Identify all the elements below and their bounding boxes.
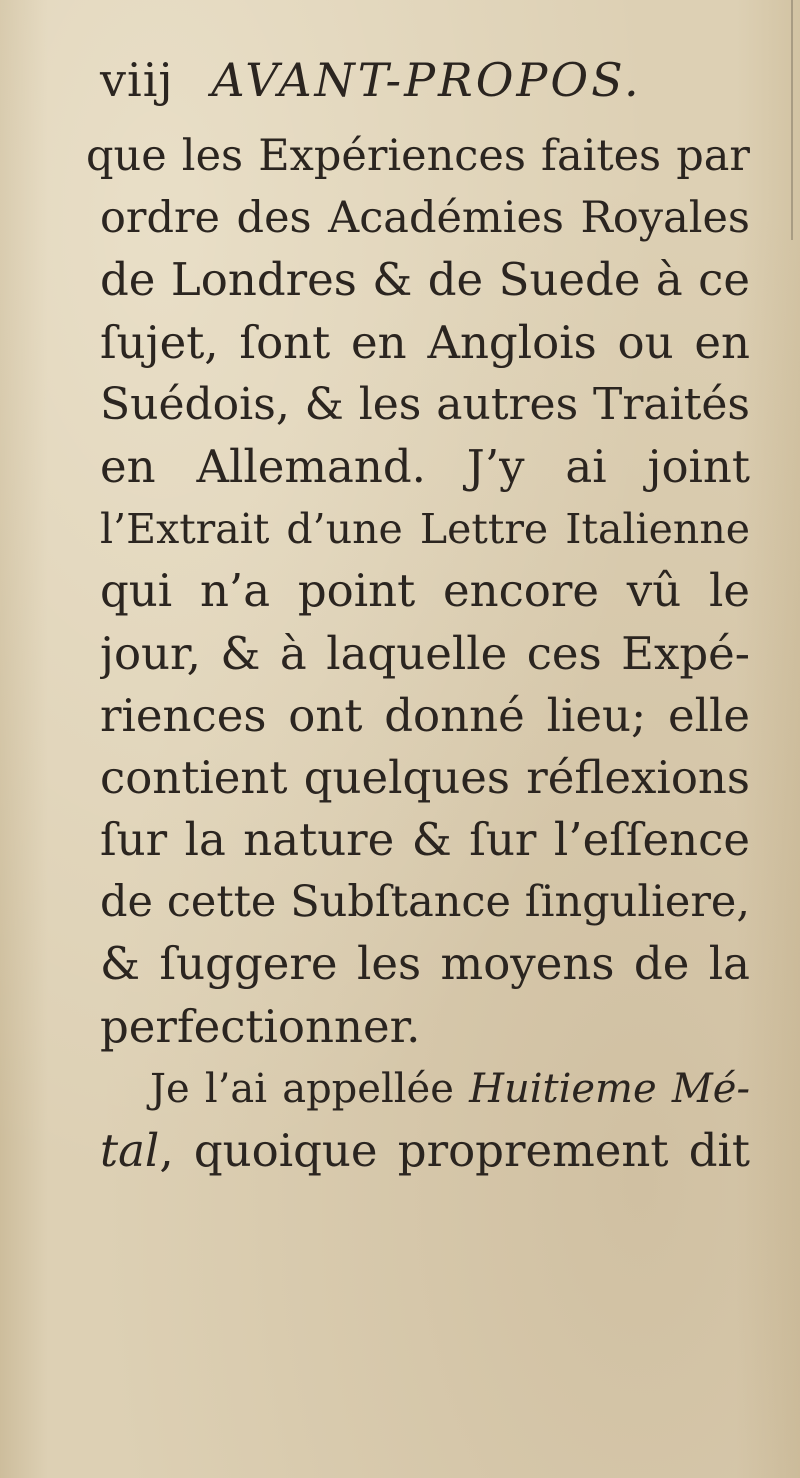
text-line: que les Expériences faites par (86, 131, 750, 181)
text-line: ſujet, ſont en Anglois ou en (100, 315, 750, 369)
paragraph-2-line-2 (100, 1120, 750, 1182)
text-line: ordre des Académies Royales (100, 193, 750, 244)
page-edge-rule (791, 0, 793, 240)
text-line: de cette Subſtance ſinguliere, (100, 877, 750, 928)
text-line: ſur la nature & ſur l’eſſence (100, 813, 750, 867)
text-line: Suédois, & les autres Traités (100, 378, 750, 430)
text-run: , quoique proprement dit (159, 1124, 750, 1177)
text-line: en Allemand. J’y ai joint (100, 439, 750, 493)
text-line: de Londres & de Suede à ce (100, 253, 750, 307)
page-number: viij (100, 53, 174, 107)
running-title: AVANT-PROPOS. (211, 53, 642, 107)
running-head (100, 45, 642, 115)
text-line: l’Extrait d’une Lettre Italienne (100, 505, 750, 554)
text-line: contient quelques réflexions (100, 750, 750, 804)
text-line: & ſuggere les moyens de la (100, 937, 750, 991)
italic-run: tal (100, 1124, 160, 1177)
paragraph-2-line-1 (100, 1058, 750, 1120)
italic-run: Huitieme Mé- (469, 1065, 750, 1112)
text-line: qui n’a point encore vû le (100, 564, 750, 618)
text-line: jour, & à laquelle ces Expé- (100, 626, 750, 680)
text-run: Je l’ai appellée (150, 1065, 470, 1112)
body-text (86, 125, 750, 1182)
text-line: riences ont donné lieu; elle (100, 688, 750, 742)
text-line: perfectionner. (100, 999, 421, 1053)
